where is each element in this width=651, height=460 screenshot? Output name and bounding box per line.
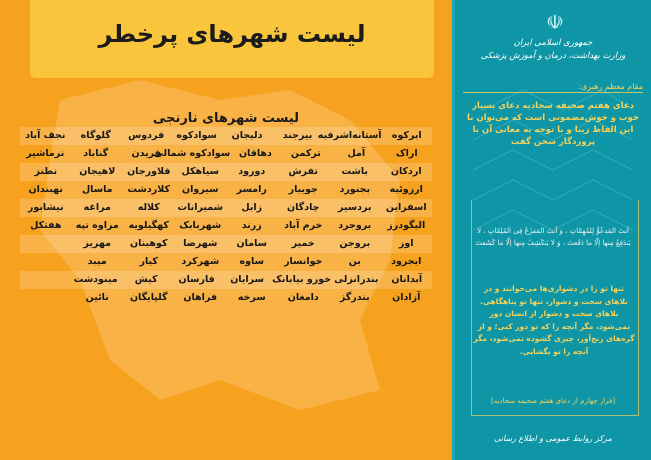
table-row (20, 127, 432, 145)
arabic-prayer: اَنتَ المَدعُوُّ لِلمُهِمّاتِ ، وَ اَنتَ المَفزَعُ فِی المُلِمّاتِ ، لا یَندَفِعُ مِنها اِلّا ما دَفَعتَ ، وَ لا یَنکَشِفُ مِنها اِلّا ما کَشَفتَ (475, 227, 631, 247)
city-cell: خورو بیابانک (272, 274, 332, 285)
city-cell: بجنورد (339, 184, 371, 195)
city-cell: بندرانزلی (334, 274, 379, 285)
city-cell: مهریز (83, 238, 112, 249)
city-cell (20, 289, 72, 307)
org-line-2: وزارت بهداشت، درمان و آموزش پزشکی (480, 51, 626, 61)
teal-panel (455, 0, 651, 460)
city-cell: ترکمن (290, 148, 321, 159)
prayer-source: [فراز چهارم از دعای هفتم صحیفه سجادیه] (490, 397, 616, 405)
table-row (20, 289, 432, 307)
city-cell: سیاهکل (181, 166, 219, 177)
city-cell (20, 235, 72, 253)
footer-org: مرکز روابط عمومی و اطلاع رسانی (494, 434, 612, 443)
city-cell: فردوس (128, 130, 165, 141)
city-cell: ماسال (81, 184, 113, 195)
city-cell: نرماشیر (26, 148, 65, 159)
city-cell: جویبار (288, 184, 318, 195)
city-cell: نجف آباد (25, 130, 66, 141)
city-cell: ابرکوه (391, 130, 422, 141)
city-cell: شهرکرد (181, 256, 220, 267)
city-cell: میبد (87, 256, 107, 267)
page-title: لیست شهرهای پرخطر (98, 20, 366, 48)
prayer-translation: تنها تو را در دشواری‌ها می‌خوانند و در بلاهای سخت و دشوار، تنها تو پناهگاهی. بلاهای سخت و دشوار از انسان دور نمی‌شود، مگر آنچه را که تو دور کنی؛ و از گره‌های رنج‌آور، چیزی گشوده نمی‌شود، مگر آنچه را تو بگشایی. (473, 284, 635, 356)
city-cell: بیرجند (282, 130, 313, 141)
city-cell: شهربابک (179, 220, 222, 231)
iran-emblem-icon: ☫ (546, 10, 564, 34)
city-cell: نائین (85, 292, 109, 303)
leader-underline (463, 92, 643, 93)
city-cell: ارزوئیه (389, 184, 423, 195)
city-cell: سرخه (237, 292, 266, 303)
list-subtitle: لیست شهرهای نارنجی (152, 111, 300, 126)
city-cell: الیگودرز (387, 220, 426, 231)
city-cell: لاهیجان (79, 166, 116, 177)
leader-label: مقام معظم رهبری: (578, 82, 643, 91)
table-row (20, 199, 432, 217)
city-cell: خرم آباد (284, 220, 323, 231)
city-cell: آمل (347, 148, 366, 159)
city-cell: کلاله (137, 202, 160, 213)
city-cell: آبدانان (391, 274, 423, 285)
city-cell: نهبندان (28, 184, 63, 195)
city-cell: دلیجان (231, 130, 263, 141)
city-cell: اردکان (390, 166, 422, 177)
city-cell: سرایان (230, 274, 264, 285)
city-cell: گلوگاه (80, 130, 111, 141)
table-row (20, 217, 432, 235)
city-cell: ایجرود (391, 256, 422, 267)
city-cell: گلپایگان (129, 292, 168, 303)
city-cell: بردسیر (338, 202, 372, 213)
city-cell: ساوه (239, 256, 264, 267)
city-cell: سوادکوه (176, 130, 217, 141)
city-cell: خمیر (291, 238, 315, 249)
city-cell: اسفراین (385, 202, 427, 213)
city-cell: دهاقان (238, 148, 272, 159)
city-cell: مراغه (83, 202, 111, 213)
city-cell: فریدن (131, 148, 161, 159)
city-cell (20, 253, 72, 271)
table-row (20, 253, 432, 271)
city-cell: سامان (236, 238, 267, 249)
city-cell: رامسر (236, 184, 267, 195)
table-row (20, 145, 432, 163)
city-cell: کیار (139, 256, 158, 267)
city-cell: دامغان (287, 292, 319, 303)
city-cell: گناباد (83, 148, 109, 159)
table-row (20, 271, 432, 289)
city-grid (20, 127, 432, 307)
city-cell: بروجرد (338, 220, 372, 231)
city-cell: دورود (238, 166, 266, 177)
city-cell: زابل (241, 202, 263, 213)
city-cell: فلاورجان (127, 166, 171, 177)
table-row (20, 235, 432, 253)
city-cell: کهگیلویه (128, 220, 169, 231)
quote-text: دعای هفتم صحیفه سجادیه دعای بسیار خوب و خوش‌مضمونی است که می‌توان با این الفاظ زیبا و با توجه به معانی آن با پروردگار سخن گفت (467, 101, 639, 147)
org-line-1: جمهوری اسلامی ایران (513, 38, 593, 48)
city-cell: خوانسار (284, 256, 323, 267)
city-cell: مراوه تپه (75, 220, 119, 231)
city-cell: سوادکوه شمالی (153, 148, 231, 159)
city-cell: کلاردشت (127, 184, 170, 195)
city-cell: مینودشت (73, 274, 118, 285)
city-cell: بن (348, 256, 361, 267)
title-card (30, 0, 434, 78)
city-cell: باشت (341, 166, 369, 177)
city-cell: تفرش (288, 166, 318, 177)
city-cell: شهرضا (183, 238, 218, 249)
city-cell: هفتکل (30, 220, 62, 231)
city-cell: فراهان (183, 292, 218, 303)
city-cell: شمیرانات (177, 202, 223, 213)
city-cell: بندرگز (339, 292, 370, 303)
city-cell: آزادان (392, 292, 421, 303)
city-cell: اراک (395, 148, 418, 159)
city-cell: نطنز (34, 166, 58, 177)
city-cell (20, 271, 70, 289)
table-row (20, 181, 432, 199)
table-row (20, 163, 432, 181)
city-cell: زرند (241, 220, 262, 231)
city-cell: بروجن (339, 238, 371, 249)
city-cell: آستانه‌اشرفیه (317, 130, 382, 141)
city-cell: کیش (134, 274, 158, 285)
city-cell: فارسان (178, 274, 215, 285)
city-cell: چادگان (287, 202, 320, 213)
city-cell: سیروان (182, 184, 219, 195)
city-cell: کوهبنان (130, 238, 168, 249)
city-cell: نیشابور (27, 202, 64, 213)
city-cell: اوز (398, 238, 414, 249)
